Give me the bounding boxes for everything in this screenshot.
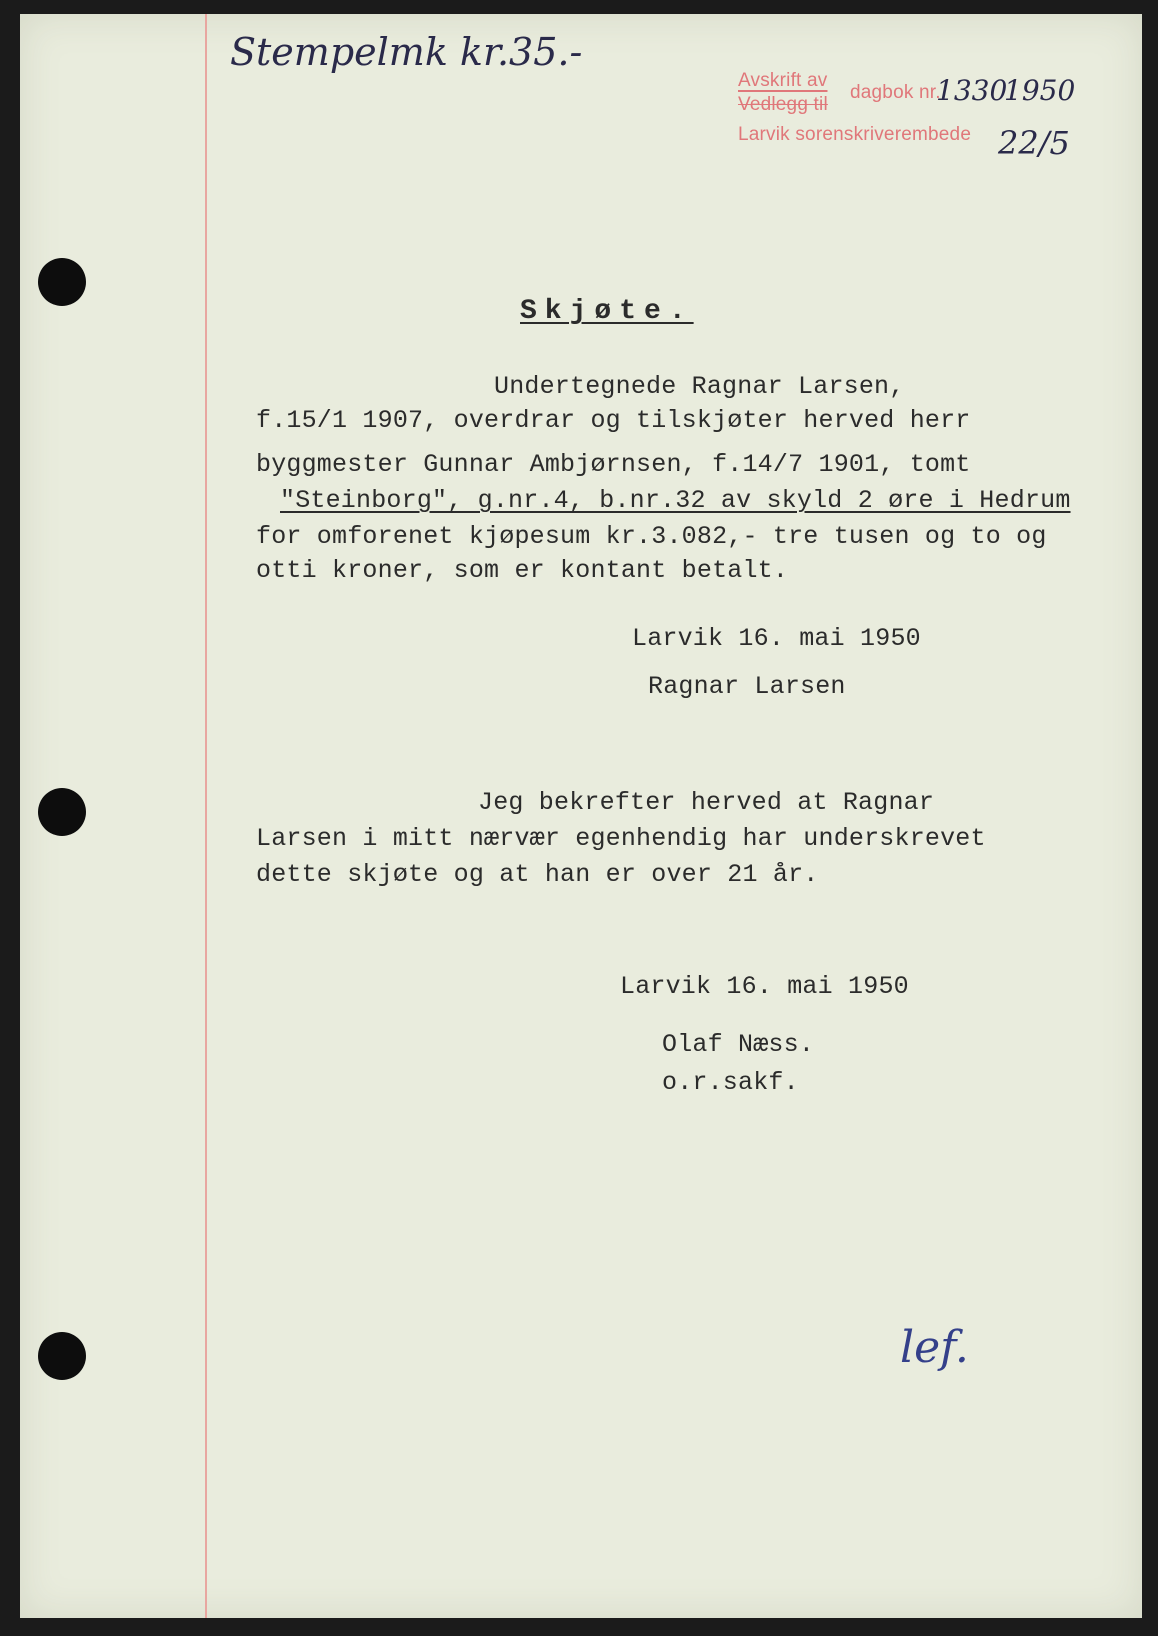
document-title: Skjøte. bbox=[520, 296, 694, 327]
stamp-line1-strike: Vedlegg til bbox=[738, 94, 828, 115]
stamp-year: 1950 bbox=[1004, 74, 1076, 107]
body-line: f.15/1 1907, overdrar og tilskjøter herved herr bbox=[256, 406, 971, 435]
body-line: byggmester Gunnar Ambjørnsen, f.14/7 1901, tomt bbox=[256, 450, 971, 479]
body-line: otti kroner, som er kontant betalt. bbox=[256, 556, 789, 585]
witness-line: Larsen i mitt nærvær egenhendig har underskrevet bbox=[256, 824, 986, 853]
stamp-office: Larvik sorenskriverembede bbox=[738, 124, 972, 145]
punch-hole-top bbox=[38, 258, 86, 306]
body-line: for omforenet kjøpesum kr.3.082,- tre tusen og to og bbox=[256, 522, 1047, 551]
place-date-2: Larvik 16. mai 1950 bbox=[620, 972, 909, 1001]
margin-line bbox=[205, 14, 207, 1618]
body-line: Undertegnede Ragnar Larsen, bbox=[494, 372, 905, 401]
witness-line: Jeg bekrefter herved at Ragnar bbox=[478, 788, 935, 817]
stamp-duty-note: Stempelmk kr.35.- bbox=[230, 30, 583, 74]
signer-2: Olaf Næss. bbox=[662, 1030, 815, 1059]
punch-hole-bottom bbox=[38, 1332, 86, 1380]
witness-line: dette skjøte og at han er over 21 år. bbox=[256, 860, 819, 889]
stamp-dagbok-label: dagbok nr. bbox=[850, 82, 941, 103]
signer-1: Ragnar Larsen bbox=[648, 672, 846, 701]
stamp-dagbok-number: 1330 bbox=[936, 74, 1008, 107]
place-date-1: Larvik 16. mai 1950 bbox=[632, 624, 921, 653]
signer-2-title: o.r.sakf. bbox=[662, 1068, 799, 1097]
stamp-date: 22/5 bbox=[998, 124, 1070, 162]
initials-signature: lef. bbox=[900, 1322, 969, 1373]
punch-hole-middle bbox=[38, 788, 86, 836]
stamp-line1-label: Avskrift av bbox=[738, 70, 828, 91]
body-line: "Steinborg", g.nr.4, b.nr.32 av skyld 2 øre i Hedrum bbox=[280, 486, 1071, 515]
